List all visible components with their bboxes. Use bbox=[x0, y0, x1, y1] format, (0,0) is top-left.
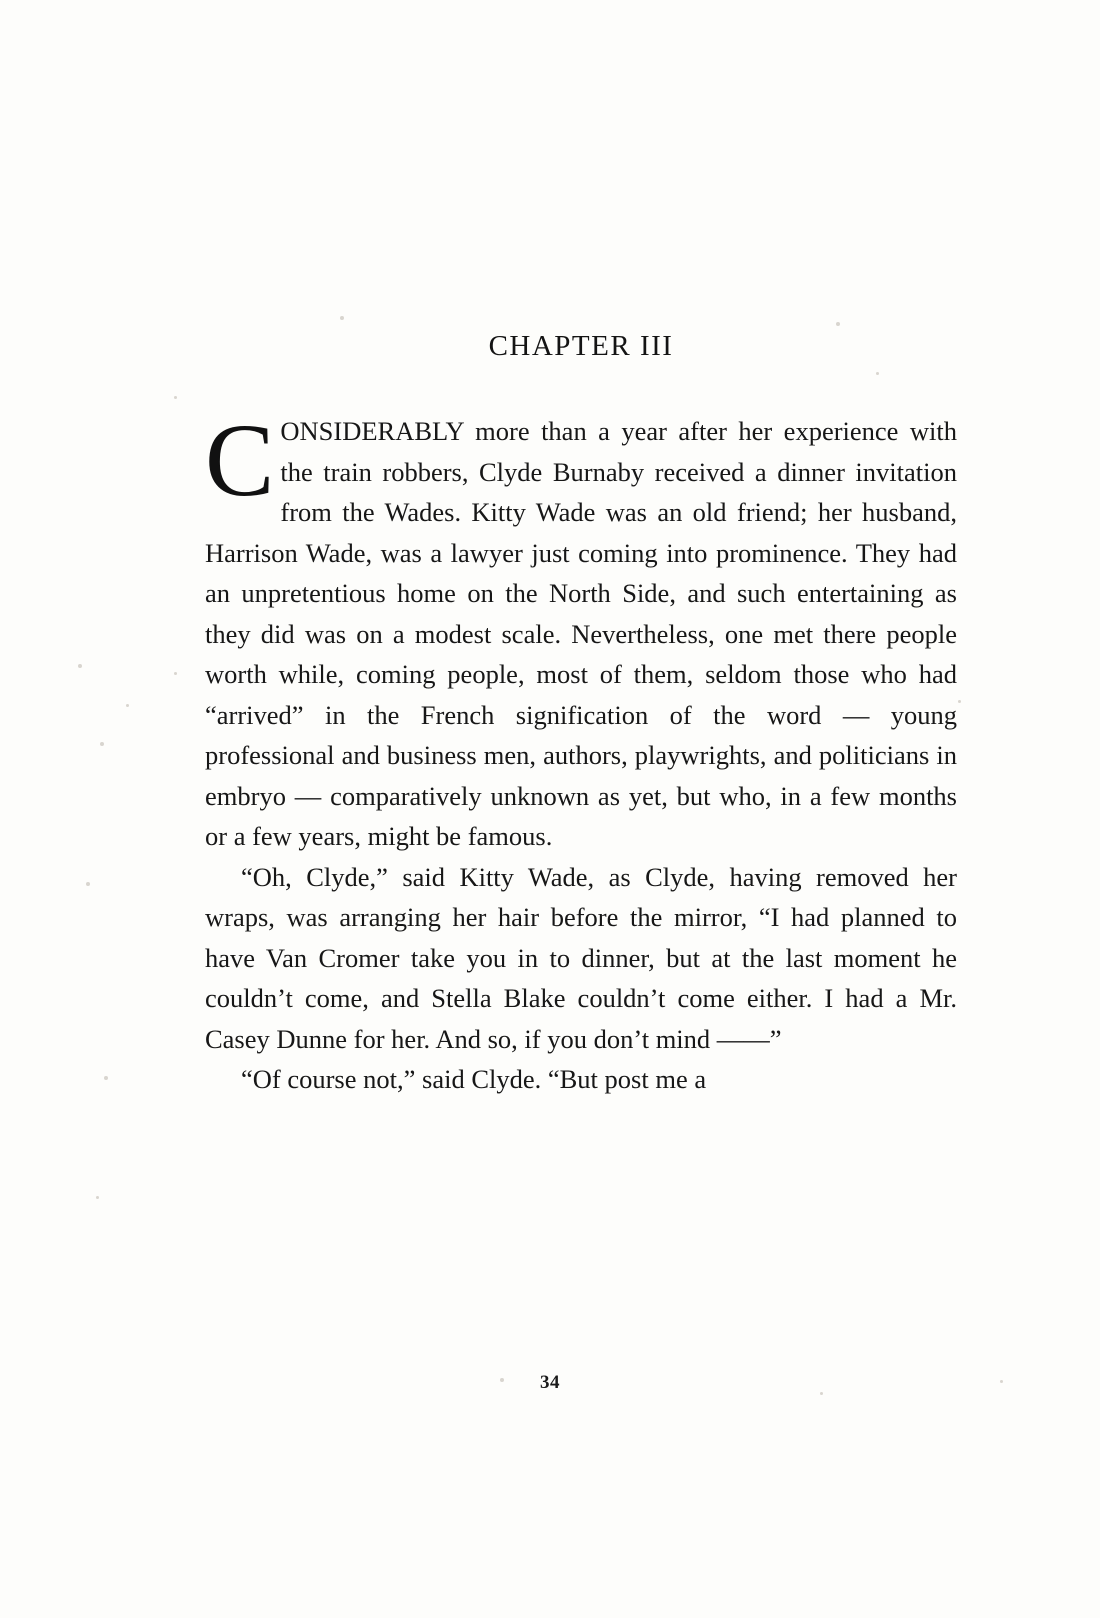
scan-speckle bbox=[836, 322, 840, 326]
scan-speckle bbox=[100, 742, 104, 746]
paragraph-opening-first-sentence: ONSIDERABLY more than a year after her experience with the train robbers, Clyde Burnaby received a dinner invitation from the Wades. bbox=[280, 416, 957, 527]
paragraph-dialogue-kitty: “Oh, Clyde,” said Kitty Wade, as Clyde, having removed her wraps, was arranging her hair before the mirror, “I had planned to have Van Cromer take you in to dinner, but at the last moment he couldn’t come, and Stella Blake couldn’t come either. I had a Mr. Casey Dunne for her. And so, if you don’t mind ——” bbox=[205, 861, 957, 1054]
scan-speckle bbox=[126, 704, 129, 707]
page-number: 34 bbox=[540, 1372, 560, 1393]
scan-speckle bbox=[340, 316, 344, 320]
scan-speckle bbox=[78, 664, 82, 668]
scan-speckle bbox=[104, 1076, 108, 1080]
chapter-heading: CHAPTER III bbox=[488, 330, 674, 362]
scan-speckle bbox=[86, 882, 90, 886]
scan-speckle bbox=[174, 672, 177, 675]
paragraph-opening-remainder: Kitty Wade was an old friend; her husband, Harrison Wade, was a lawyer just coming into prominence. They had an unpretentious home on the North Side, and such entertaining as they did was on a modest scale. Nevertheless, one met there people worth while, coming people, most of them, seldom those who had “arrived” in the French signification of the word — young professional and business men, authors, playwrights, and politicians in embryo — comparatively unknown as yet, but who, in a few months or a few years, might be famous. bbox=[205, 497, 957, 851]
scan-speckle bbox=[958, 700, 961, 703]
scan-speckle bbox=[96, 1196, 99, 1199]
drop-cap: C bbox=[205, 403, 275, 518]
paragraph-dialogue-clyde: “Of course not,” said Clyde. “But post me a bbox=[241, 1064, 707, 1094]
page-text-block bbox=[205, 330, 957, 1100]
scan-speckle bbox=[174, 396, 177, 399]
paragraph-opening bbox=[205, 403, 957, 857]
